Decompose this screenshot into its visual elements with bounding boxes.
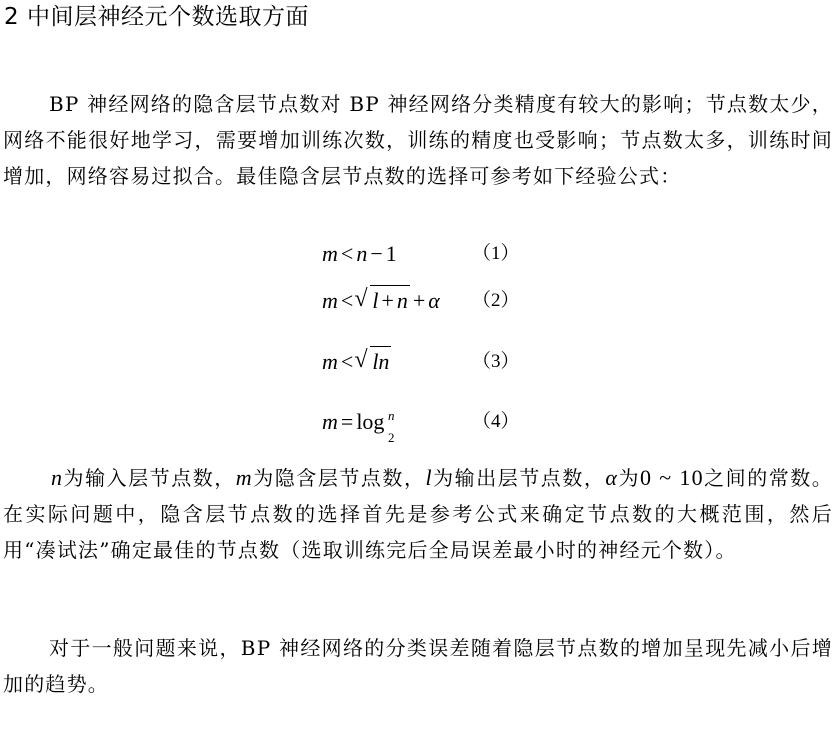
alpha-range: 0 ~ 10 [640, 465, 704, 490]
symbol-n: n [51, 465, 64, 490]
symbol-m: m [235, 465, 253, 490]
text-alpha: 为 [618, 466, 641, 490]
equation-4-number: （4） [472, 411, 520, 432]
text-l: 为输出层节点数， [432, 466, 606, 490]
symbol-alpha: α [605, 465, 619, 490]
equation-4: m = log n 2 （4） [322, 402, 384, 442]
symbol-l: l [425, 465, 433, 490]
equation-1: m < n − 1 （1） [322, 234, 397, 274]
equation-3: m <√ ln （3） [322, 342, 391, 382]
variables-paragraph [3, 460, 833, 568]
text-m: 为隐含层节点数， [252, 466, 426, 490]
conclusion-paragraph: 对于一般问题来说，BP 神经网络的分类误差随着隐层节点数的增加呈现先减小后增加的趋势。 [3, 636, 833, 696]
intro-paragraph: BP 神经网络的隐含层节点数对 BP 神经网络分类精度有较大的影响；节点数太少，网络不能很好地学习，需要增加训练次数，训练的精度也受影响；节点数太多，训练时间增加，网络容易过拟合。最佳隐含层节点数的选择可参考如下经验公式： [3, 92, 833, 188]
equation-3-number: （3） [472, 351, 520, 372]
equation-2-number: （2） [472, 290, 520, 311]
section-heading: 2 中间层神经元个数选取方面 [4, 4, 309, 30]
equation-1-number: （1） [472, 243, 520, 264]
text-rest: 之间的常数。在实际问题中，隐含层节点数的选择首先是参考公式来确定节点数的大概范围，然后用“凑试法”确定最佳的节点数（选取训练完后全局误差最小时的神经元个数）。 [3, 466, 833, 562]
text-n: 为输入层节点数， [63, 466, 236, 490]
equation-2: m <√ l + n + α （2） [322, 281, 440, 321]
